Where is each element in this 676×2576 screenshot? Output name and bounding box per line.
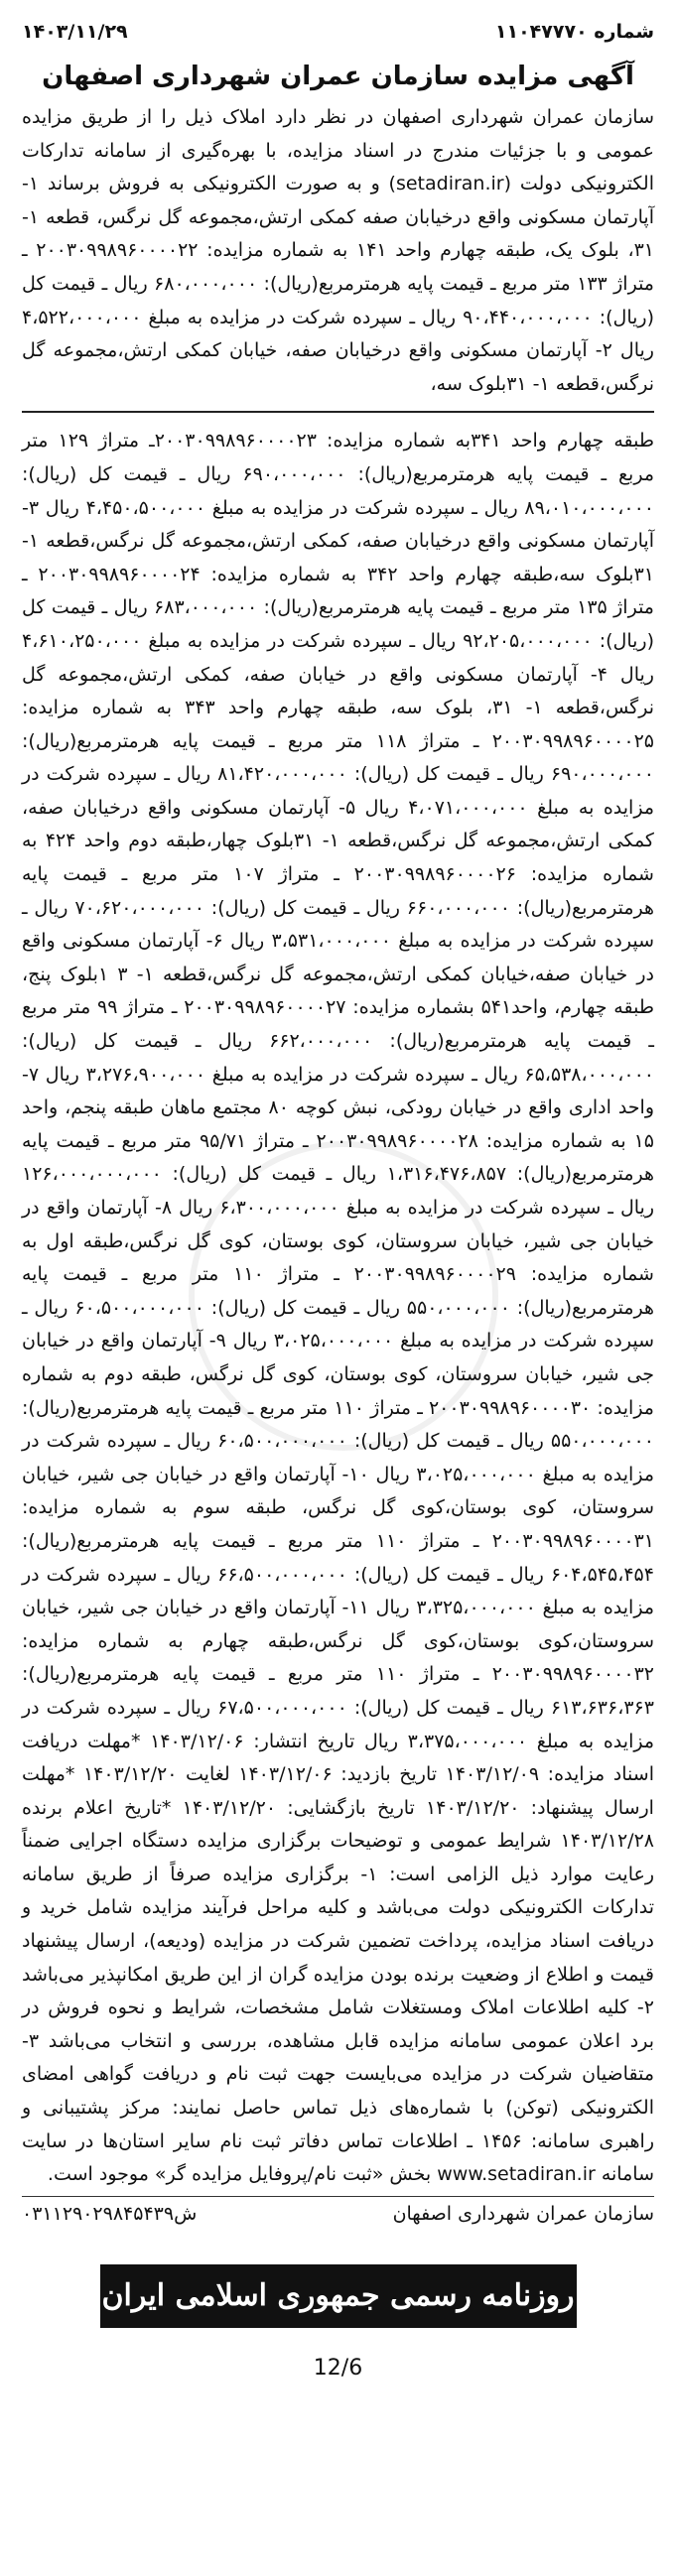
notice-paragraph-continued: طبقه چهارم واحد ۳۴۱به شماره مزایده: ۲۰۰۳۰۹۹۸۹۶۰۰۰۰۲۳ـ متراژ ۱۲۹ متر مربع ـ قیمت پایه هرمترمربع(ریال): ۶۹۰،۰۰۰،۰۰۰ ریال ـ قیمت کل (ریال): ۸۹،۰۱۰،۰۰۰،۰۰۰ ریال ـ سپرده شرکت در مزایده به مبلغ ۴،۴۵۰،۵۰۰،۰۰۰ ریال ۳- آپارتمان مسکونی واقع درخیابان صفه، کمکی ارتش،مجموعه گل نرگس،قطعه ۱- ۳۱بلوک سه،طبقه چهارم واحد ۳۴۲ به شماره مزایده: ۲۰۰۳۰۹۹۸۹۶۰۰۰۰۲۴ ـ متراژ ۱۳۵ متر مربع ـ قیمت پایه هرمترمربع(ریال): ۶۸۳،۰۰۰،۰۰۰ ریال ـ قیمت کل (ریال): ۹۲،۲۰۵،۰۰۰،۰۰۰ ریال ـ سپرده شرکت در مزایده به مبلغ ۴،۶۱۰،۲۵۰،۰۰۰ ریال ۴- آپارتمان مسکونی واقع در خیابان صفه، کمکی ارتش،مجموعه گل نرگس،قطعه ۱- ۳۱، بلوک سه، طبقه چهارم واحد ۳۴۳ به شماره مزایده: ۲۰۰۳۰۹۹۸۹۶۰۰۰۰۲۵ ـ متراژ ۱۱۸ متر مربع ـ قیمت پایه هرمترمربع(ریال): ۶۹۰،۰۰۰،۰۰۰ ریال ـ قیمت کل (ریال): ۸۱،۴۲۰،۰۰۰،۰۰۰ ریال ـ سپرده شرکت در مزایده به مبلغ ۴،۰۷۱،۰۰۰،۰۰۰ ریال ۵- آپارتمان مسکونی واقع درخیابان صفه، کمکی ارتش،مجموعه گل نرگس،قطعه ۱- ۳۱بلوک چهار،طبقه دوم واحد ۴۲۴ به شماره مزایده: ۲۰۰۳۰۹۹۸۹۶۰۰۰۰۲۶ ـ متراژ ۱۰۷ متر مربع ـ قیمت پایه هرمترمربع(ریال): ۶۶۰،۰۰۰،۰۰۰ ریال ـ قیمت کل (ریال): ۷۰،۶۲۰،۰۰۰،۰۰۰ ریال ـ سپرده شرکت در مزایده به مبلغ ۳،۵۳۱،۰۰۰،۰۰۰ ریال ۶- آپارتمان مسکونی واقع در خیابان صفه،خیابان کمکی ارتش،مجموعه گل نرگس،قطعه ۱- ۳ ۱بلوک پنج، طبقه چهارم، واحد۵۴۱ بشماره مزایده: ۲۰۰۳۰۹۹۸۹۶۰۰۰۰۲۷ ـ متراژ ۹۹ متر مربع ـ قیمت پایه هرمترمربع(ریال): ۶۶۲،۰۰۰،۰۰۰ ریال ـ قیمت کل (ریال): ۶۵،۵۳۸،۰۰۰،۰۰۰ ریال ـ سپرده شرکت در مزایده به مبلغ ۳،۲۷۶،۹۰۰،۰۰۰ ریال ۷- واحد اداری واقع در خیابان رودکی، نبش کوچه ۸۰ مجتمع ماهان طبقه پنجم، واحد ۱۵ به شماره مزایده: ۲۰۰۳۰۹۹۸۹۶۰۰۰۰۲۸ ـ متراژ ۹۵/۷۱ متر مربع ـ قیمت پایه هرمترمربع(ریال): ۱،۳۱۶،۴۷۶،۸۵۷ ریال ـ قیمت کل (ریال): ۱۲۶،۰۰۰،۰۰۰،۰۰۰ ریال ـ سپرده شرکت در مزایده به مبلغ ۶،۳۰۰،۰۰۰،۰۰۰ ریال ۸- آپارتمان واقع در خیابان جی شیر، خیابان سروستان، کوی بوستان، کوی گل نرگس،طبقه اول به شماره مزایده: ۲۰۰۳۰۹۹۸۹۶۰۰۰۰۲۹ ـ متراژ ۱۱۰ متر مربع ـ قیمت پایه هرمترمربع(ریال): ۵۵۰،۰۰۰،۰۰۰ ریال ـ قیمت کل (ریال): ۶۰،۵۰۰،۰۰۰،۰۰۰ ریال ـ سپرده شرکت در مزایده به مبلغ ۳،۰۲۵،۰۰۰،۰۰۰ ریال ۹- آپارتمان واقع در خیابان جی شیر، خیابان سروستان، کوی بوستان، کوی گل نرگس، طبقه دوم به شماره مزایده: ۲۰۰۳۰۹۹۸۹۶۰۰۰۰۳۰ ـ متراژ ۱۱۰ متر مربع ـ قیمت پایه هرمترمربع(ریال): ۵۵۰،۰۰۰،۰۰۰ ریال ـ قیمت کل (ریال): ۶۰،۵۰۰،۰۰۰،۰۰۰ ریال ـ سپرده شرکت در مزایده به مبلغ ۳،۰۲۵،۰۰۰،۰۰۰ ریال ۱۰- آپارتمان واقع در خیابان جی شیر، خیابان سروستان، کوی بوستان،کوی گل نرگس، طبقه سوم به شماره مزایده: ۲۰۰۳۰۹۹۸۹۶۰۰۰۰۳۱ ـ متراژ ۱۱۰ متر مربع ـ قیمت پایه هرمترمربع(ریال): ۶۰۴،۵۴۵،۴۵۴ ریال ـ قیمت کل (ریال): ۶۶،۵۰۰،۰۰۰،۰۰۰ ریال ـ سپرده شرکت در مزایده به مبلغ ۳،۳۲۵،۰۰۰،۰۰۰ ریال ۱۱- آپارتمان واقع در خیابان جی شیر، خیابان سروستان،کوی بوستان،کوی گل نرگس،طبقه چهارم به شماره مزایده: ۲۰۰۳۰۹۹۸۹۶۰۰۰۰۳۲ ـ متراژ ۱۱۰ متر مربع ـ قیمت پایه هرمترمربع(ریال): ۶۱۳،۶۳۶،۳۶۳ ریال ـ قیمت کل (ریال): ۶۷،۵۰۰،۰۰۰،۰۰۰ ریال ـ سپرده شرکت در مزایده به مبلغ ۳،۳۷۵،۰۰۰،۰۰۰ ریال تاریخ انتشار: ۱۴۰۳/۱۲/۰۶ *مهلت دریافت اسناد مزایده: ۱۴۰۳/۱۲/۰۹ تاریخ بازدید: ۱۴۰۳/۱۲/۰۶ لغایت ۱۴۰۳/۱۲/۲۰ *مهلت ارسال پیشنهاد: ۱۴۰۳/۱۲/۲۰ تاریخ بازگشایی: ۱۴۰۳/۱۲/۲۰ *تاریخ اعلام برنده ۱۴۰۳/۱۲/۲۸ شرایط عمومی و توضیحات برگزاری مزایده دستگاه اجرایی ضمناً رعایت موارد ذیل الزامی است: ۱- برگزاری مزایده صرفاً از طریق سامانه تدارکات الکترونیکی دولت می‌باشد و کلیه مراحل فرآیند مزایده شامل خرید و دریافت اسناد مزایده، پرداخت تضمین شرکت در مزایده (ودیعه)، ارسال پیشنهاد قیمت و اطلاع از وضعیت برنده بودن مزایده گران از این طریق امکانپذیر می‌باشد ۲- کلیه اطلاعات املاک ومستغلات شامل مشخصات، شرایط و نحوه فروش در برد اعلان عمومی سامانه مزایده قابل مشاهده، بررسی و انتخاب می‌باشد ۳- متقاضیان شرکت در مزایده می‌بایست جهت ثبت نام و دریافت گواهی امضای الکترونیکی (توکن) با شماره‌های ذیل تماس حاصل نمایند: مرکز پشتیبانی و راهبری سامانه: ۱۴۵۶ ـ اطلاعات تماس دفاتر ثبت نام سایر استان‌ها در سایت سامانه www.setadiran.ir بخش «ثبت نام/پروفایل مزایده گر» موجود است. <box>22 430 655 2186</box>
notice-number: شماره ۱۱۰۴۷۷۷۰ <box>494 21 654 43</box>
column-divider <box>22 411 654 413</box>
newspaper-name: روزنامه رسمی جمهوری اسلامی ایران <box>101 2278 575 2314</box>
notice-body <box>22 101 654 2192</box>
footer-organization: سازمان عمران شهرداری اصفهان <box>392 2202 654 2225</box>
header <box>22 0 654 50</box>
page-number: 12/6 <box>313 2355 363 2381</box>
footer-phone: ش۰۳۱۱۲۹۰۲۹۸۴۵۴۳۹ <box>22 2202 198 2225</box>
notice-date: ۱۴۰۳/۱۱/۲۹ <box>22 21 128 43</box>
notice-footer <box>22 2196 654 2225</box>
notice-title: آگهی مزایده سازمان عمران شهرداری اصفهان <box>42 62 634 91</box>
newspaper-banner <box>100 2264 577 2328</box>
notice-paragraph-intro: سازمان عمران شهرداری اصفهان در نظر دارد املاک ذیل را از طریق مزایده عمومی و با جزئیات مندرج در اسناد مزایده، با بهره‌گیری از سامانه تدارکات الکترونیکی دولت (setadiran.ir) و به صورت الکترونیکی به فروش برساند ۱- آپارتمان مسکونی واقع درخیابان صفه کمکی ارتش،مجموعه گل نرگس، قطعه ۱- ۳۱، بلوک یک، طبقه چهارم واحد ۱۴۱ به شماره مزایده: ۲۰۰۳۰۹۹۸۹۶۰۰۰۰۲۲ ـ متراژ ۱۳۳ متر مربع ـ قیمت پایه هرمترمربع(ریال): ۶۸۰،۰۰۰،۰۰۰ ریال ـ قیمت کل (ریال): ۹۰،۴۴۰،۰۰۰،۰۰۰ ریال ـ سپرده شرکت در مزایده به مبلغ ۴،۵۲۲،۰۰۰،۰۰۰ ریال ۲- آپارتمان مسکونی واقع درخیابان صفه، خیابان کمکی ارتش،مجموعه گل نرگس،قطعه ۱- ۳۱بلوک سه، <box>22 106 655 395</box>
